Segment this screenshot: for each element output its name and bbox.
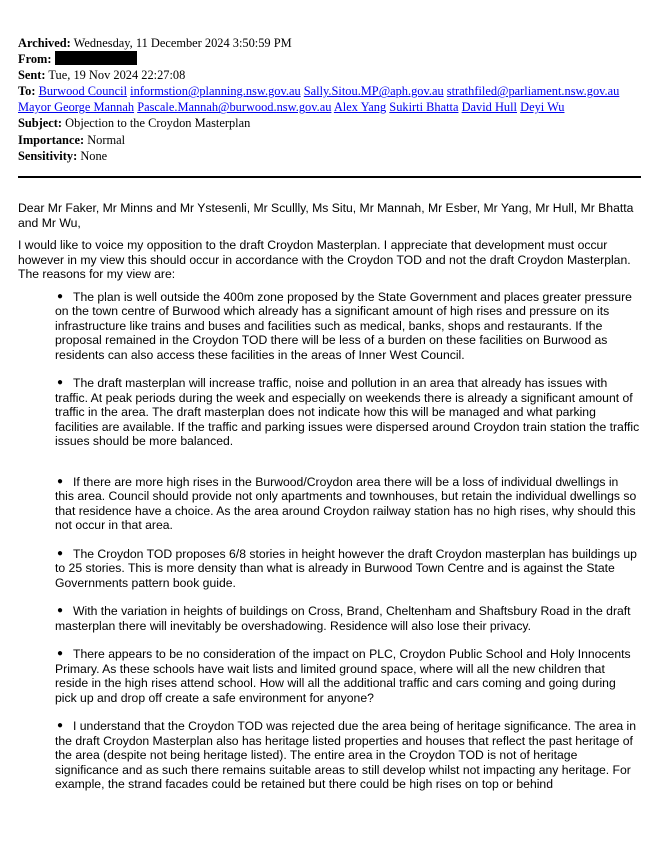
to-line [18, 83, 648, 115]
recipient-link[interactable]: strathfiled@parliament.nsw.gov.au [446, 84, 620, 99]
list-item [18, 647, 640, 705]
list-item [18, 547, 640, 591]
list-item [18, 475, 640, 533]
recipient-link[interactable]: Burwood Council [38, 84, 128, 99]
header-divider [18, 176, 641, 178]
bullet-icon: ● [57, 648, 64, 659]
recipient-link[interactable]: Mayor George Mannah [18, 100, 135, 115]
importance-value: Normal [87, 132, 126, 147]
redacted-sender [55, 51, 137, 65]
sent-label: Sent: [18, 68, 46, 83]
list-item-text: The plan is well outside the 400m zone proposed by the State Government and places greater pressure on the town centre of Burwood which already has a significant amount of high rises and pressure on its infrastructure like trains and buses and facilities such as medical, banks, shops and restaurants. If the proposal remained in the Croydon TOD there will be less of a burden on these facilities on Burwood as residents can also access these facilities in the areas of Inner West Council. [55, 289, 632, 362]
list-item-text: There appears to be no consideration of the impact on PLC, Croydon Public School and Holy Innocents Primary. As these schools have wait lists and limited ground space, where will all the new children that reside in the high rises attend school. How will all the additional traffic and cars coming and going during pick up and drop off create a safe environment for anyone? [55, 647, 631, 705]
from-line [18, 51, 648, 67]
recipient-link[interactable]: Alex Yang [333, 100, 387, 115]
recipient-link[interactable]: David Hull [461, 100, 518, 115]
importance-line [18, 132, 648, 148]
from-label: From: [18, 52, 52, 67]
recipient-link[interactable]: Deyi Wu [520, 100, 565, 115]
list-item [18, 290, 640, 363]
bullet-icon: ● [57, 290, 64, 302]
email-header [18, 35, 648, 164]
list-item-text: With the variation in heights of buildings on Cross, Brand, Cheltenham and Shaftsbury Road in the draft masterplan there will inevitably be overshadowing. Residence will also lose their privacy. [55, 604, 631, 633]
intro-paragraph: I would like to voice my opposition to the draft Croydon Masterplan. I appreciate that development must occur however in my view this should occur in accordance with the Croydon TOD and not the draft Croydon Masterplan. The reasons for my view are: [18, 238, 631, 281]
list-item [18, 719, 640, 792]
email-body [18, 201, 640, 806]
list-item-text: The draft masterplan will increase traffic, noise and pollution in an area that already has issues with traffic. At peak periods during the week and especially on weekends there is already a significant amount of traffic in the area. The draft masterplan does not indicate how this will be managed and what parking facilities are available. If the traffic and parking issues were dispersed around Croydon train station the traffic issues should be more balanced. [55, 376, 640, 448]
recipient-link[interactable]: Pascale.Mannah@burwood.nsw.gov.au [137, 100, 332, 115]
recipient-link[interactable]: informstion@planning.nsw.gov.au [130, 84, 301, 99]
subject-line [18, 115, 648, 131]
archived-label: Archived: [18, 36, 71, 50]
list-item [18, 376, 640, 449]
sensitivity-label: Sensitivity: [18, 148, 78, 163]
recipient-link[interactable]: Sukirti Bhatta [389, 100, 459, 115]
archived-line [18, 35, 648, 51]
sent-line [18, 67, 648, 83]
list-item-text: The Croydon TOD proposes 6/8 stories in height however the draft Croydon masterplan has buildings up to 25 stories. This is more density than what is already in Burwood Town Centre and is against the State Governments pattern book guide. [55, 546, 637, 590]
list-item-text: If there are more high rises in the Burwood/Croydon area there will be a loss of individual dwellings in this area. Council should provide not only apartments and townhouses, but retain the individual dwellings so that residence have a choice. As the area around Croydon railway station has no high rises, why should this not occur in that area. [55, 474, 637, 532]
archived-value: Wednesday, 11 December 2024 3:50:59 PM [73, 36, 292, 50]
bullet-icon: ● [57, 377, 64, 388]
bullet-icon: ● [57, 720, 64, 731]
sensitivity-line [18, 148, 648, 164]
list-item-text: I understand that the Croydon TOD was rejected due the area being of heritage significance. The area in the draft Croydon Masterplan also has heritage listed properties and houses that reflect the past heritage of the area (despite not being heritage listed). The entire area in the Croydon TOD is not of heritage significance and as such there remains suitable areas to still develop whilst not impacting any heritage. For example, the strand facades could be retained but there could be high rises on top or behind [55, 719, 637, 791]
bullet-icon: ● [57, 475, 64, 487]
list-item [18, 604, 640, 633]
reasons-list [18, 290, 640, 792]
importance-label: Importance: [18, 132, 85, 147]
bullet-icon: ● [57, 605, 64, 616]
sent-value: Tue, 19 Nov 2024 22:27:08 [48, 68, 186, 83]
bullet-icon: ● [57, 547, 64, 559]
subject-label: Subject: [18, 116, 63, 131]
salutation: Dear Mr Faker, Mr Minns and Mr Ystesenli, Mr Scullly, Ms Situ, Mr Mannah, Mr Esber, Mr Yang, Mr Hull, Mr Bhatta and Mr Wu, [18, 201, 634, 230]
recipient-link[interactable]: Sally.Sitou.MP@aph.gov.au [303, 84, 444, 99]
subject-value: Objection to the Croydon Masterplan [65, 116, 251, 131]
to-label: To: [18, 84, 36, 99]
sensitivity-value: None [80, 148, 108, 163]
